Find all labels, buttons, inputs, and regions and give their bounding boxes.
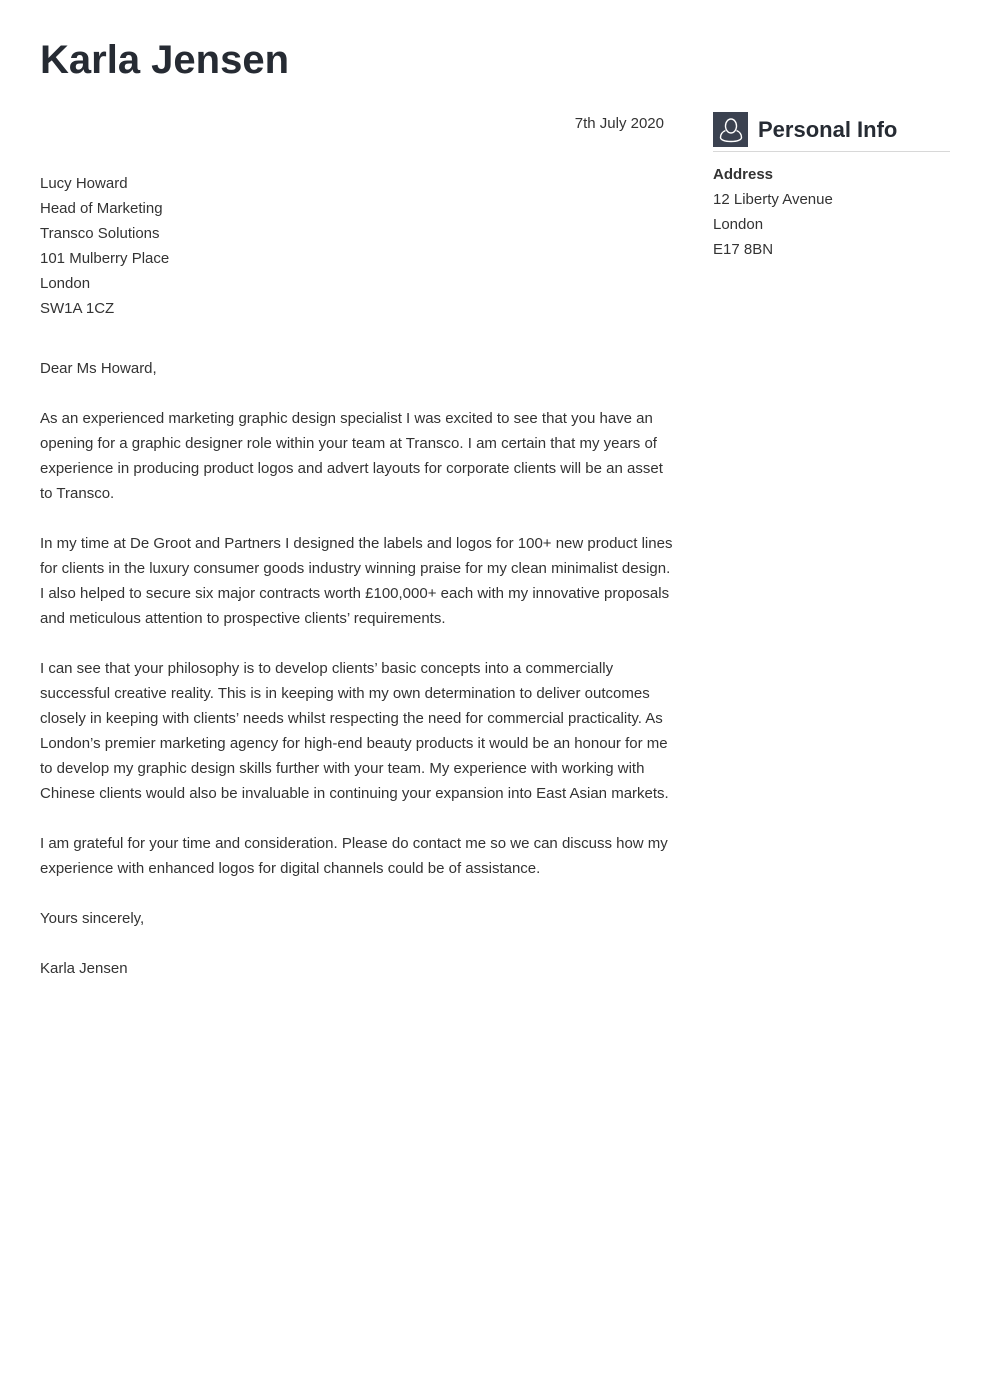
body-paragraph: I can see that your philosophy is to develop clients’ basic concepts into a commercially successful creative reality. This is in keeping with my own determination to deliver outcomes closely in keeping with clients’ needs whilst respecting the need for commercial practicality. As London’s premier marketing agency for high-end beauty products it would be an honour for me to develop my graphic design skills further with your team. My experience with working with Chinese clients would also be invaluable in continuing your expansion into East Asian markets.	[40, 660, 669, 802]
recipient-street: 101 Mulberry Place	[40, 250, 170, 267]
address-block	[713, 162, 950, 262]
personal-info-header	[713, 112, 950, 152]
recipient-address	[40, 171, 674, 321]
recipient-name: Lucy Howard	[40, 175, 128, 192]
salutation: Dear Ms Howard,	[40, 360, 157, 377]
section-title: Personal Info	[758, 116, 898, 142]
recipient-city: London	[40, 275, 91, 292]
body-paragraph: In my time at De Groot and Partners I designed the labels and logos for 100+ new product lines for clients in the luxury consumer goods industry winning praise for my clean minimalist design. I also helped to secure six major contracts worth £100,000+ each with my innovative proposals and meticulous attention to prospective clients’ requirements.	[40, 535, 673, 627]
cover-letter	[40, 111, 674, 1006]
address-street: 12 Liberty Avenue	[713, 191, 833, 208]
signature: Karla Jensen	[40, 960, 128, 977]
letter-date: 7th July 2020	[574, 115, 664, 132]
recipient-company: Transco Solutions	[40, 225, 160, 242]
applicant-name: Karla Jensen	[40, 38, 290, 82]
closing: Yours sincerely,	[40, 910, 145, 927]
address-postcode: E17 8BN	[713, 241, 774, 258]
address-label: Address	[713, 166, 774, 183]
person-icon	[713, 112, 748, 147]
body-paragraph: As an experienced marketing graphic design specialist I was excited to see that you have an opening for a graphic designer role within your team at Transco. I am certain that my years of experience in producing product logos and advert layouts for corporate clients will be an asset to Transco.	[40, 410, 663, 502]
recipient-title: Head of Marketing	[40, 200, 163, 217]
address-city: London	[713, 216, 764, 233]
body-paragraph: I am grateful for your time and consideration. Please do contact me so we can discuss how my experience with enhanced logos for digital channels could be of assistance.	[40, 835, 668, 877]
sidebar	[713, 112, 950, 262]
recipient-postcode: SW1A 1CZ	[40, 300, 115, 317]
